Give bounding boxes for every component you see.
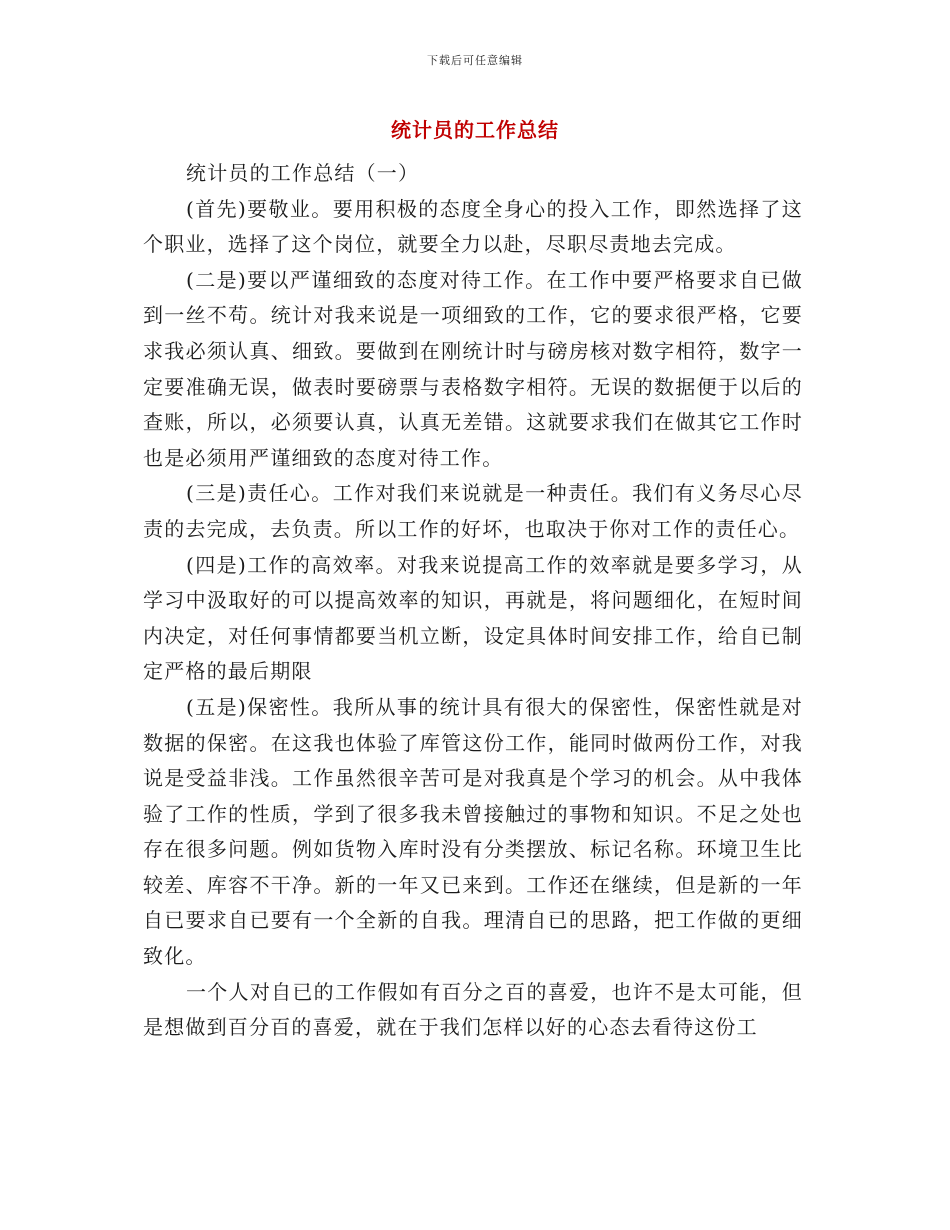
paragraph-third: (三是)责任心。工作对我们来说就是一种责任。我们有义务尽心尽责的去完成，去负责。所以工作的好坏，也取决于你对工作的责任心。	[143, 481, 803, 541]
paragraph-fifth: (五是)保密性。我所从事的统计具有很大的保密性，保密性就是对数据的保密。在这我也体验了库管这份工作，能同时做两份工作，对我说是受益非浅。工作虽然很辛苦可是对我真是个学习的机会。从中我体验了工作的性质，学到了很多我未曾接触过的事物和知识。不足之处也存在很多问题。例如货物入库时没有分类摆放、标记名称。环境卫生比较差、库容不干净。新的一年又已来到。工作还在继续，但是新的一年自已要求自已要有一个全新的自我。理清自已的思路，把工作做的更细致化。	[143, 694, 803, 969]
paragraph-first: (首先)要敬业。要用积极的态度全身心的投入工作，即然选择了这个职业，选择了这个岗位，就要全力以赴，尽职尽责地去完成。	[143, 196, 803, 257]
document-title: 统计员的工作总结	[391, 118, 559, 142]
document-body	[143, 156, 803, 1046]
document-subtitle: 统计员的工作总结（一）	[186, 161, 420, 185]
paragraph-fourth: (四是)工作的高效率。对我来说提高工作的效率就是要多学习，从学习中汲取好的可以提高效率的知识，再就是，将问题细化，在短时间内决定，对任何事情都要当机立断，设定具体时间安排工作，给自已制定严格的最后期限	[143, 552, 803, 684]
page-header-note: 下载后可任意编辑	[427, 54, 523, 67]
paragraph-closing: 一个人对自已的工作假如有百分之百的喜爱，也许不是太可能，但是想做到百分百的喜爱，就在于我们怎样以好的心态去看待这份工	[143, 979, 803, 1040]
paragraph-second: (二是)要以严谨细致的态度对待工作。在工作中要严格要求自已做到一丝不苟。统计对我来说是一项细致的工作，它的要求很严格，它要求我必须认真、细致。要做到在刚统计时与磅房核对数字相符，数字一定要准确无误，做表时要磅票与表格数字相符。无误的数据便于以后的查账，所以，必须要认真，认真无差错。这就要求我们在做其它工作时也是必须用严谨细致的态度对待工作。	[143, 267, 803, 470]
